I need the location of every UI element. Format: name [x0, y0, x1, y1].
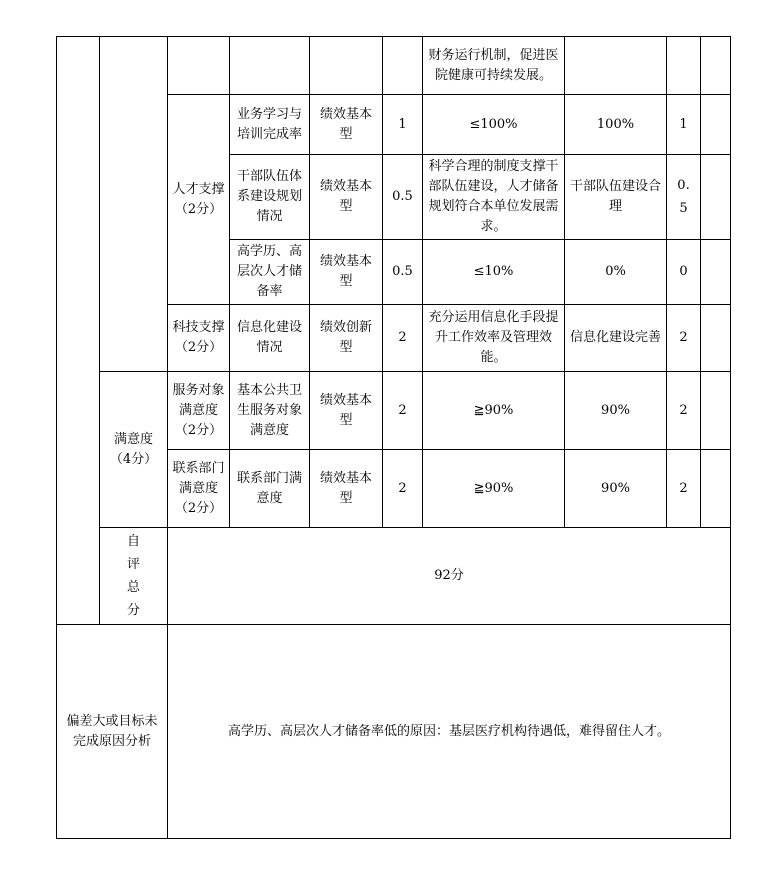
type-cell: 绩效创新型 [310, 305, 383, 372]
tech-group-label: 科技支撑（2分） [168, 305, 230, 372]
target-cell: 充分运用信息化手段提升工作效率及管理效能。 [423, 305, 565, 372]
type-cell: 绩效基本型 [310, 95, 383, 155]
weight-cell: 1 [383, 95, 423, 155]
dept-group-label: 联系部门满意度（2分） [168, 450, 230, 528]
target-cell: ≤10% [423, 240, 565, 305]
indicator-cell: 联系部门满意度 [230, 450, 310, 528]
indicator-cell: 干部队伍体系建设规划情况 [230, 155, 310, 240]
weight-cell: 2 [383, 450, 423, 528]
remark-cell [701, 305, 731, 372]
self-eval-score: 92分 [168, 528, 731, 625]
self-eval-row [57, 528, 731, 625]
indicator-cell [230, 37, 310, 95]
score-cell: 0 [667, 240, 701, 305]
weight-cell: 2 [383, 305, 423, 372]
satisfaction-label: 满意度（4分） [100, 372, 168, 528]
actual-cell: 干部队伍建设合理 [565, 155, 667, 240]
level2-cell [100, 37, 168, 372]
target-cell: ≤100% [423, 95, 565, 155]
remark-cell [701, 450, 731, 528]
indicator-cell: 高学历、高层次人才储备率 [230, 240, 310, 305]
score-cell: 2 [667, 305, 701, 372]
type-cell: 绩效基本型 [310, 155, 383, 240]
deviation-row [57, 625, 731, 839]
remark-cell [701, 37, 731, 95]
actual-cell: 信息化建设完善 [565, 305, 667, 372]
self-eval-label-cell [100, 528, 168, 625]
performance-evaluation-table [56, 36, 731, 839]
score-cell: 1 [667, 95, 701, 155]
target-cell: 科学合理的制度支撑干部队伍建设，人才储备规划符合本单位发展需求。 [423, 155, 565, 240]
weight-cell [383, 37, 423, 95]
actual-cell: 0% [565, 240, 667, 305]
indicator-cell: 业务学习与培训完成率 [230, 95, 310, 155]
talent-group-label: 人才支撑（2分） [168, 95, 230, 305]
score-cell: 2 [667, 450, 701, 528]
weight-cell: 0.5 [383, 240, 423, 305]
level1-cell [57, 37, 100, 625]
weight-cell: 2 [383, 372, 423, 450]
remark-cell [701, 240, 731, 305]
type-cell: 绩效基本型 [310, 372, 383, 450]
remark-cell [701, 372, 731, 450]
type-cell: 绩效基本型 [310, 240, 383, 305]
score-text: 0.5 [677, 178, 690, 216]
service-group-label: 服务对象满意度（2分） [168, 372, 230, 450]
actual-cell: 90% [565, 372, 667, 450]
level3-cell [168, 37, 230, 95]
deviation-text: 高学历、高层次人才储备率低的原因：基层医疗机构待遇低，难得留住人才。 [168, 625, 731, 839]
type-cell: 绩效基本型 [310, 450, 383, 528]
target-cell: ≧90% [423, 372, 565, 450]
table-row [57, 37, 731, 95]
indicator-cell: 基本公共卫生服务对象满意度 [230, 372, 310, 450]
score-cell: 2 [667, 372, 701, 450]
deviation-label: 偏差大或目标未完成原因分析 [57, 625, 168, 839]
indicator-cell: 信息化建设情况 [230, 305, 310, 372]
actual-cell: 90% [565, 450, 667, 528]
score-cell [667, 37, 701, 95]
target-cell: 财务运行机制，促进医院健康可持续发展。 [423, 37, 565, 95]
weight-cell: 0.5 [383, 155, 423, 240]
type-cell [310, 37, 383, 95]
table-row [57, 372, 731, 450]
self-eval-label: 自评总分 [126, 534, 140, 618]
actual-cell [565, 37, 667, 95]
remark-cell [701, 155, 731, 240]
target-cell: ≧90% [423, 450, 565, 528]
score-cell [667, 155, 701, 240]
remark-cell [701, 95, 731, 155]
actual-cell: 100% [565, 95, 667, 155]
